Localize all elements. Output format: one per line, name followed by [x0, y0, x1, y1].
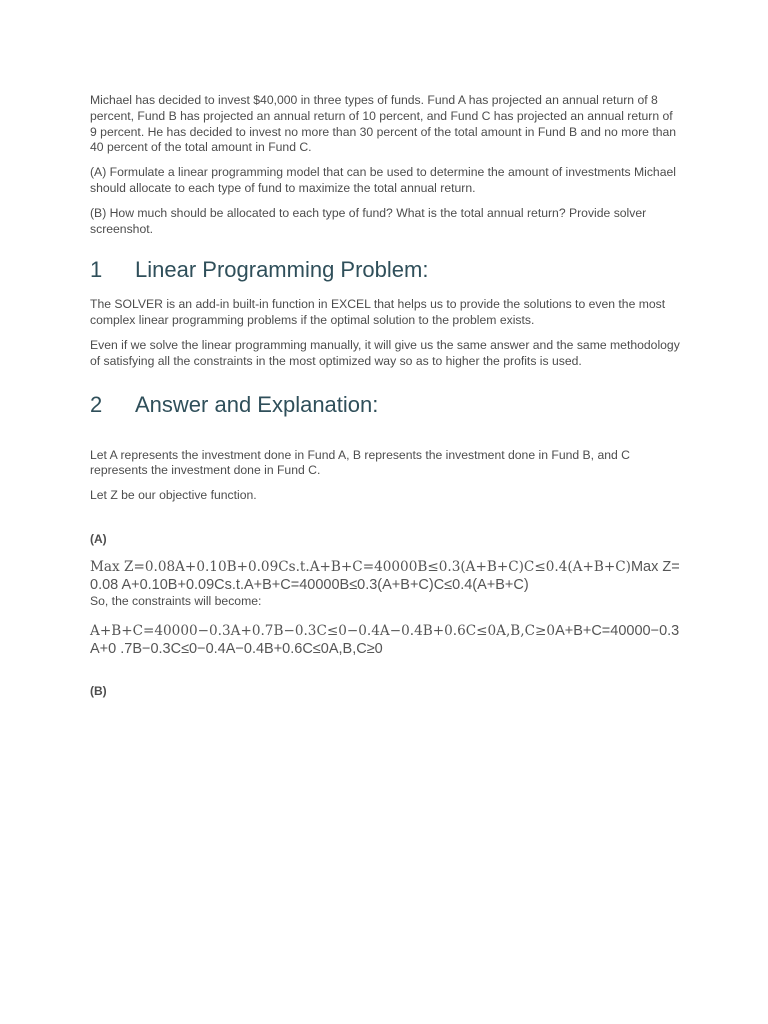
question-part-a: (A) Formulate a linear programming model that can be used to determine the amount of investments Michael should allocate to each type of fund to maximize the total annual return.: [90, 165, 676, 195]
objective-formula: [90, 558, 680, 594]
question-part-b: (B) How much should be allocated to each type of fund? What is the total annual return? Provide solver screenshot.: [90, 205, 647, 236]
section-number-2: 2: [90, 391, 103, 417]
constraints-math: A+B+C=40000−0.3A+0.7B−0.3C≤0−0.4A−0.4B+0.6C≤0A,B,C≥0: [90, 622, 556, 639]
objective-math: Max Z=0.08A+0.10B+0.09Cs.t.A+B+C=40000B≤0.3(A+B+C)C≤0.4(A+B+C): [90, 558, 631, 575]
section-title-1: Linear Programming Problem:: [135, 257, 429, 283]
constraints-math-alt: A+B+C=40000−0.3A+0 .7B−0.3C≤0−0.4A−0.4B+0.6C≤0A,B,C≥0: [90, 622, 680, 657]
part-a-label: (A): [90, 531, 107, 546]
document-page: [90, 93, 680, 698]
objective-math-alt: Max Z=0.08 A+0.10B+0.09Cs.t.A+B+C=40000B≤0.3(A+B+C)C≤0.4(A+B+C): [90, 558, 680, 593]
problem-paragraph: Michael has decided to invest $40,000 in three types of funds. Fund A has projected an annual return of 8 percent, Fund B has projected an annual return of 10 percent, and Fund C has projected an annual return of 9 percent. He has decided to invest no more than 30 percent of the total amount in Fund B and no more than 40 percent of the total amount in Fund C.: [90, 93, 677, 155]
objective-paragraph: Let Z be our objective function.: [90, 488, 257, 503]
part-b-label: (B): [90, 683, 107, 698]
section-number-1: 1: [90, 257, 103, 283]
constraints-formula: [90, 622, 680, 658]
section-heading-2: [90, 392, 680, 418]
constraints-intro: So, the constraints will become:: [90, 593, 262, 608]
section-heading-1: [90, 257, 680, 283]
section-title-2: Answer and Explanation:: [135, 391, 379, 417]
section1-paragraph-2: Even if we solve the linear programming manually, it will give us the same answer and the same methodology of satisfying all the constraints in the most optimized way so as to higher the profits is used.: [90, 337, 680, 368]
variables-paragraph: Let A represents the investment done in Fund A, B represents the investment done in Fund B, and C represents the investment done in Fund C.: [90, 447, 630, 478]
section1-paragraph-1: The SOLVER is an add-in built-in function in EXCEL that helps us to provide the solutions to even the most complex linear programming problems if the optimal solution to the problem exists.: [90, 297, 666, 328]
